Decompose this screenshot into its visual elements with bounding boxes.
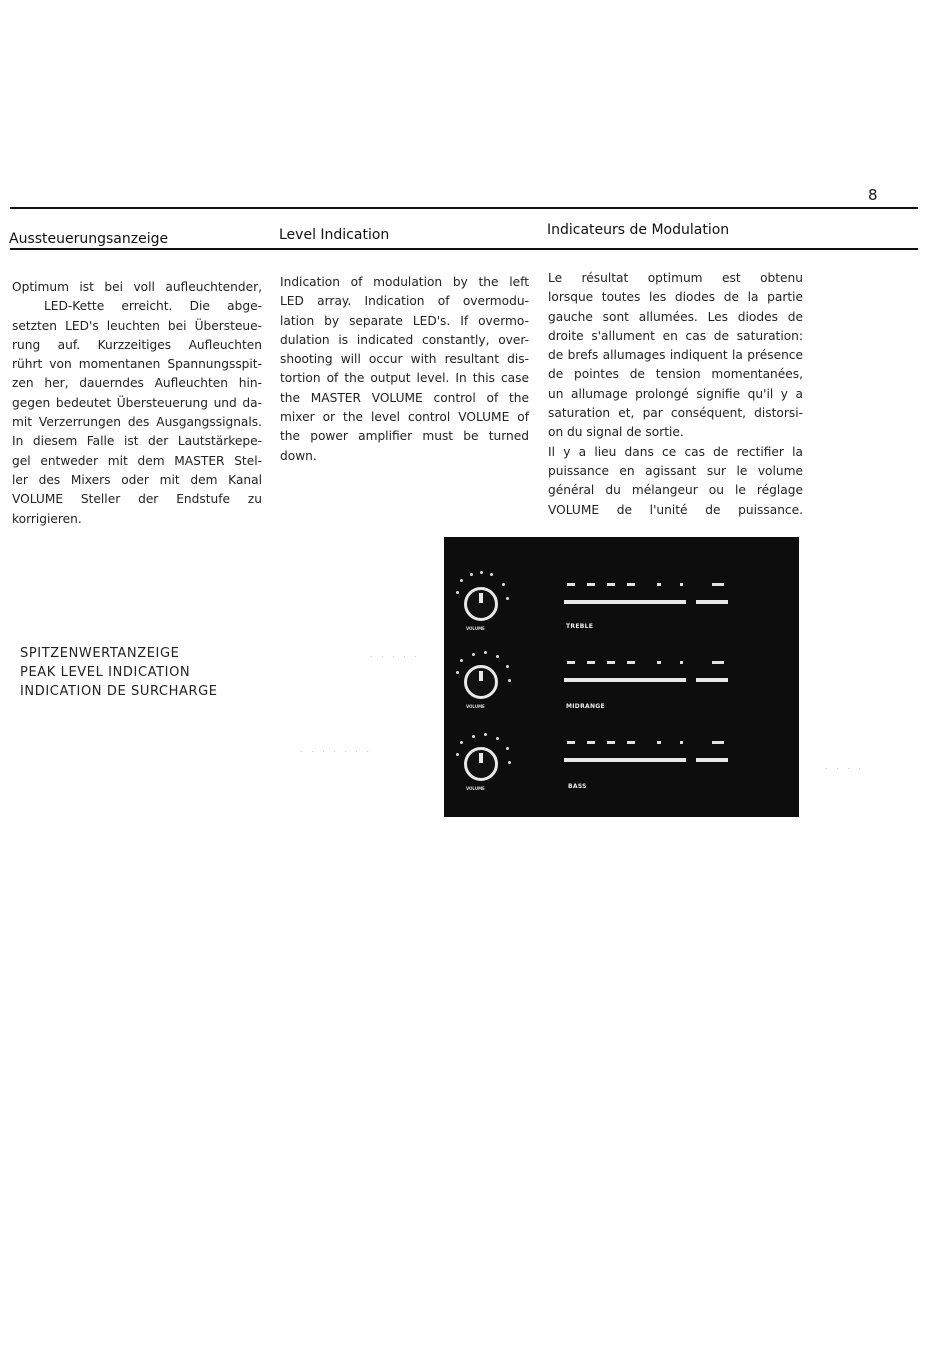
led [657,741,661,744]
text-line: the MASTER VOLUME control of the [280,390,529,405]
text-line: LED array. Indication of overmodu- [280,294,529,309]
scan-specks: . . . . [825,762,864,771]
text-line: Indication of modulation by the left [280,275,529,289]
volume-knob [464,747,498,781]
led [680,741,683,744]
knob-scale-dot [508,761,511,764]
german-text [12,278,262,529]
knob-scale-dot [480,571,483,574]
peak-indication-heading [20,644,218,701]
knob-scale-dot [470,573,473,576]
knob-scale-dot [506,665,509,668]
knob-scale-dot [456,591,459,594]
overload-led [712,583,724,586]
text-line: mixer or the level control VOLUME of [280,410,529,425]
knob-scale-dot [472,653,475,656]
text-line: shooting will occur with resultant dis- [280,352,529,367]
led-chain-bar [564,678,686,682]
text-line: LED-Kette erreicht. Die abge- [44,299,262,314]
knob-scale-dot [508,679,511,682]
led [587,741,595,744]
led [567,741,575,744]
led [657,583,661,586]
english-text [280,273,529,466]
text-line: lation by separate LED's. If overmo- [280,313,529,328]
text-line: lorsque toutes les diodes de la partie [548,290,803,305]
knob-scale-dot [502,583,505,586]
led [567,583,575,586]
peak-heading-line: INDICATION DE SURCHARGE [20,684,218,699]
text-line: tortion of the output level. In this case [280,371,529,386]
text-line: saturation et, par conséquent, distorsi- [548,406,803,421]
led-panel-figure [444,537,799,817]
band-label: TREBLE [566,623,594,630]
heading-english: Level Indication [279,227,390,243]
text-line: VOLUME Steller der Endstufe zu [12,492,262,507]
overload-bar [696,600,728,604]
led [607,661,615,664]
text-line: puissance en agissant sur le volume [548,463,803,478]
text-line: In diesem Falle ist der Lautstärkepe- [12,434,262,449]
led-chain-bar [564,600,686,604]
knob-scale-dot [460,579,463,582]
text-line: gauche sont allumées. Les diodes de [548,309,803,324]
knob-scale-dot [484,733,487,736]
text-line: de pointes de tension momentanées, [548,367,803,382]
band-label: MIDRANGE [566,703,605,710]
text-line: korrigieren. [12,511,82,526]
text-line: un allumage prolongé signifie qu'il y a [548,386,803,401]
knob-label: VOLUME [466,704,485,709]
knob-scale-dot [496,655,499,658]
led [607,583,615,586]
text-line: on du signal de sortie. [548,425,684,440]
header-rule-top [10,207,918,209]
overload-bar [696,758,728,762]
text-line: Il y a lieu dans ce cas de rectifier la [548,444,803,459]
led [627,741,635,744]
knob-scale-dot [456,671,459,674]
knob-scale-dot [460,741,463,744]
text-line: rung auf. Kurzzeitiges Aufleuchten [12,337,262,352]
volume-knob [464,587,498,621]
text-line: Le résultat optimum est obtenu [548,271,803,285]
knob-scale-dot [472,735,475,738]
overload-led [712,741,724,744]
led [587,583,595,586]
text-line: gel entweder mit dem MASTER Stel- [12,453,262,468]
text-line: down. [280,448,317,463]
knob-scale-dot [460,659,463,662]
text-line: droite s'allument en cas de saturation: [548,328,803,343]
knob-label: VOLUME [466,626,485,631]
text-line: Optimum ist bei voll aufleuchtender, [12,280,262,294]
header-rule-bottom [10,248,918,250]
band-label: BASS [568,783,587,790]
led [607,741,615,744]
volume-knob [464,665,498,699]
led [680,661,683,664]
text-line: ler des Mixers oder mit dem Kanal [12,472,262,487]
led [627,661,635,664]
heading-german: Aussteuerungsanzeige [9,231,169,247]
page-number: 8 [868,186,878,204]
knob-scale-dot [484,651,487,654]
text-line: setzten LED's leuchten bei Übersteue- [12,318,262,333]
peak-heading-line: SPITZENWERTANZEIGE [20,646,180,661]
text-line: the power amplifier must be turned [280,429,529,444]
text-line: zen her, dauerndes Aufleuchten hin- [12,376,262,391]
heading-french: Indicateurs de Modulation [547,222,730,238]
french-text [548,269,803,520]
led [567,661,575,664]
knob-label: VOLUME [466,786,485,791]
text-line: général du mélangeur ou le réglage [548,483,803,498]
scan-specks: . . . . . . . [300,745,373,754]
text-line: gegen bedeutet Übersteuerung und da- [12,395,262,410]
text-line: dulation is indicated constantly, over- [280,332,529,347]
text-line: rührt von momentanen Spannungsspit- [12,357,262,372]
knob-scale-dot [506,747,509,750]
text-line: VOLUME de l'unité de puissance. [548,502,803,517]
text-line: mit Verzerrungen des Ausgangssignals. [12,415,262,430]
led [680,583,683,586]
overload-led [712,661,724,664]
led-chain-bar [564,758,686,762]
knob-scale-dot [506,597,509,600]
led [657,661,661,664]
scan-specks: . . . . . [370,650,420,659]
knob-scale-dot [496,737,499,740]
led [627,583,635,586]
knob-scale-dot [456,753,459,756]
knob-scale-dot [490,573,493,576]
led [587,661,595,664]
text-line: de brefs allumages indiquent la présence [548,348,803,363]
overload-bar [696,678,728,682]
peak-heading-line: PEAK LEVEL INDICATION [20,665,191,680]
